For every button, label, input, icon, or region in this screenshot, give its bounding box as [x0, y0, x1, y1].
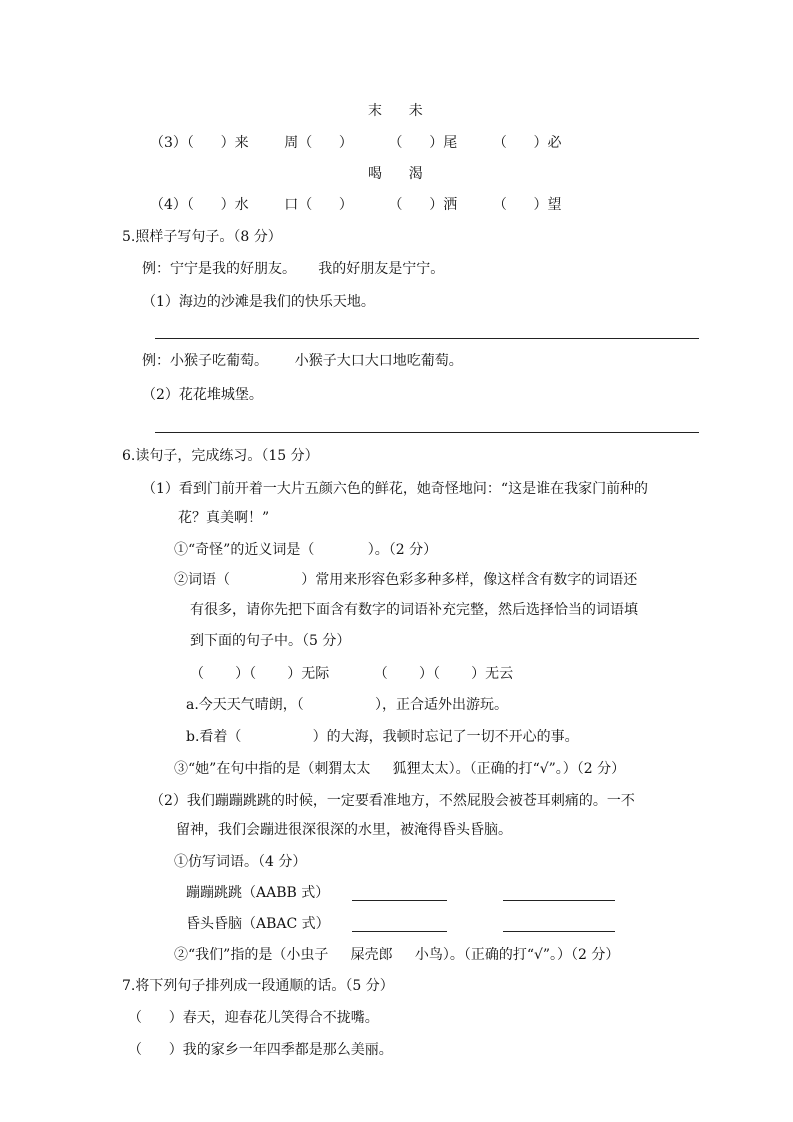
q6-passage-1-line-1: （1）看到门前开着一大片五颜六色的鲜花，她奇怪地问：“这是谁在我家门前种的: [142, 481, 649, 497]
q7-sentence-1: （ ）春天，迎春花儿笑得合不拢嘴。: [128, 1010, 379, 1026]
q6-passage-2-line-1: （2）我们蹦蹦跳跳的时候，一定要看准地方，不然屁股会被苍耳刺痛的。一不: [150, 793, 635, 809]
q6-b1-blank-1b[interactable]: [503, 900, 615, 901]
q5-sentence-2: （2）花花堆城堡。: [142, 387, 263, 403]
q6-b1-blank-1a[interactable]: [352, 900, 447, 901]
q6-item-2-line-2: 有很多，请你先把下面含有数字的词语补充完整，然后选择恰当的词语填: [190, 602, 638, 618]
q6-b1-blank-2b[interactable]: [503, 931, 615, 932]
q7-sentence-2: （ ）我的家乡一年四季都是那么美丽。: [128, 1042, 393, 1058]
q6-item-b1-word-1: 蹦蹦跳跳（AABB 式）: [186, 885, 330, 901]
q6-item-3: ③“她”在句中指的是（刺猬太太 狐狸太太）。（正确的打“√”。）（2 分）: [174, 761, 626, 777]
q5-answer-line-2[interactable]: [155, 432, 699, 433]
q5-title: 5.照样子写句子。（8 分）: [122, 229, 282, 245]
q5-answer-line-1[interactable]: [155, 338, 699, 339]
q4-row-4: （4）（ ）水 口（ ） （ ）洒 （ ）望: [150, 197, 562, 213]
q6-title: 6.读句子，完成练习。（15 分）: [122, 448, 319, 464]
q6-passage-1-line-2: 花？真美啊！”: [178, 510, 270, 526]
q6-item-b1-word-2: 昏头昏脑（ABAC 式）: [186, 916, 330, 932]
q6-item-2-line-1: ②词语（ ）常用来形容色彩多种多样，像这样含有数字的词语还: [174, 572, 638, 588]
q5-example-2: 例：小猴子吃葡萄。 小猴子大口大口地吃葡萄。: [142, 353, 463, 369]
q6-b1-blank-2a[interactable]: [352, 931, 447, 932]
q5-sentence-1: （1）海边的沙滩是我们的快乐天地。: [142, 294, 375, 310]
q6-item-2-words: （ ）（ ）无际 （ ）（ ）无云: [190, 666, 514, 682]
q4-row-3: （3）（ ）来 周（ ） （ ）尾 （ ）必: [150, 135, 562, 151]
q6-item-2-b: b.看着（ ）的大海，我顿时忘记了一切不开心的事。: [186, 729, 579, 745]
q6-item-2-a: a.今天天气晴朗，（ ），正合适外出游玩。: [186, 697, 508, 713]
q5-example-1: 例：宁宁是我的好朋友。 我的好朋友是宁宁。: [142, 261, 445, 277]
q4-char-pair-3: 末 未: [368, 103, 423, 119]
q6-item-b2: ②“我们”指的是（小虫子 屎壳郎 小鸟）。（正确的打“√”。）（2 分）: [174, 947, 620, 963]
q7-title: 7.将下列句子排列成一段通顺的话。（5 分）: [122, 978, 394, 994]
q4-char-pair-4: 喝 渴: [368, 166, 423, 182]
q6-item-1: ①“奇怪”的近义词是（ ）。（2 分）: [174, 542, 438, 558]
q6-item-b1: ①仿写词语。（4 分）: [174, 854, 307, 870]
q6-item-2-line-3: 到下面的句子中。（5 分）: [190, 633, 351, 649]
q6-passage-2-line-2: 留神，我们会蹦进很深很深的水里，被淹得昏头昏脑。: [176, 822, 512, 838]
